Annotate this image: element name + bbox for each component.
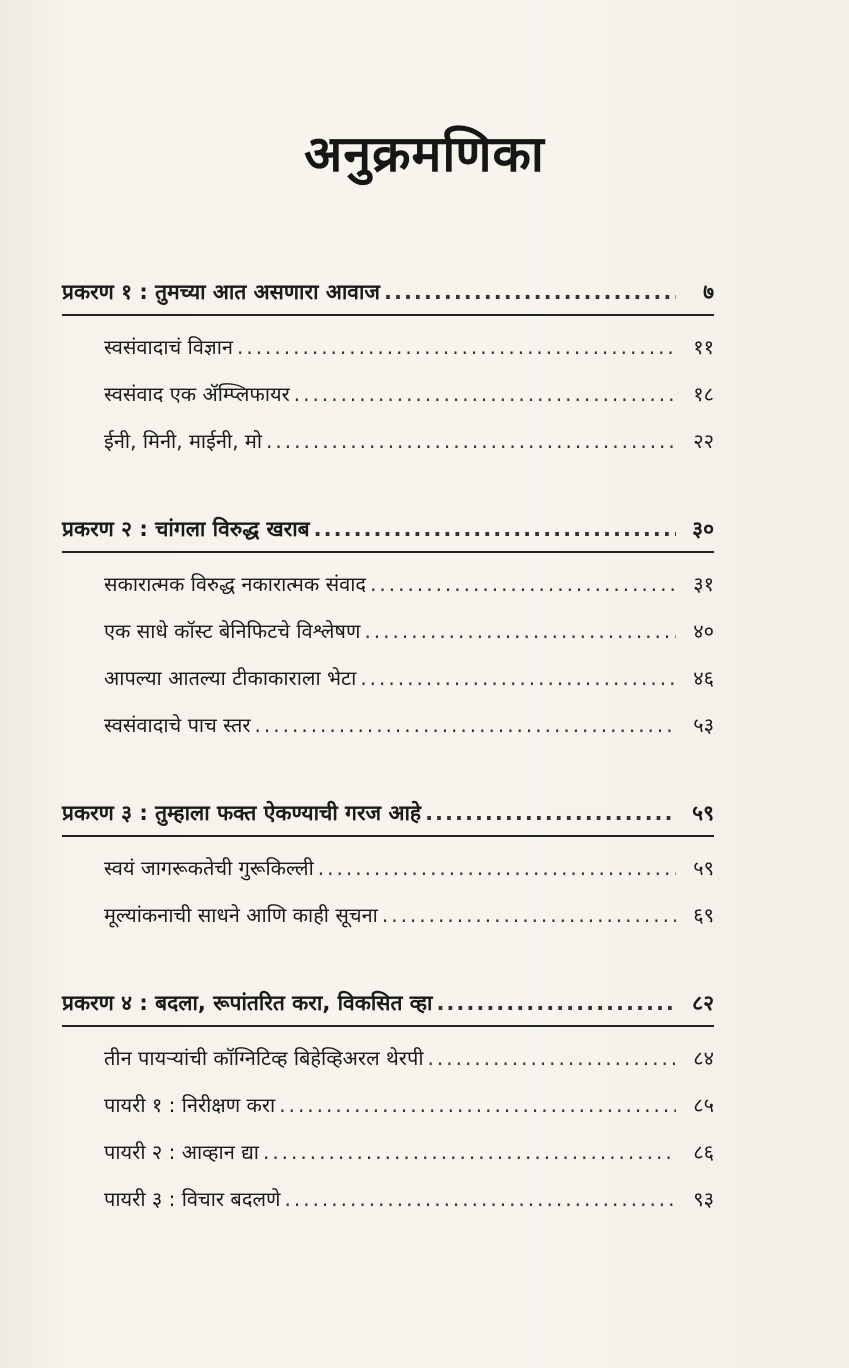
dot-leader [360,655,676,702]
chapter-page-number: ७ [703,280,714,304]
dot-leader [384,280,676,304]
dot-leader [266,418,676,465]
entry-title: स्वसंवादाचे पाच स्तर [104,713,251,737]
chapter-title: प्रकरण २ : चांगला विरुद्ध खराब [62,517,310,541]
chapter-title: प्रकरण ४ : बदला, रूपांतरित करा, विकसित व्हा [62,991,433,1015]
entry-page-number: ३१ [693,572,714,596]
entry-page-number: ५९ [693,856,714,880]
page-title: अनुक्रमणिका [304,124,545,183]
dot-leader [294,371,676,418]
dot-leader [318,845,676,892]
toc-entry [104,655,714,702]
dot-leader [263,1129,676,1176]
chapter-section [62,515,714,749]
dot-leader [237,324,676,371]
entry-title: स्वयं जागरूकतेची गुरूकिल्ली [104,856,314,880]
dot-leader [436,991,676,1015]
chapter-page-number: ३० [692,517,714,541]
chapter-heading [62,989,714,1027]
entry-title: पायरी २ : आव्हान द्या [104,1140,259,1164]
toc-entry [104,1129,714,1176]
dot-leader [428,1035,676,1082]
entry-page-number: ४० [693,619,714,643]
dot-leader [255,702,676,749]
entry-title: स्वसंवाद एक ॲम्प्लिफायर [104,382,290,406]
dot-leader [285,1176,677,1223]
chapter-section [62,989,714,1223]
toc-entry [104,1176,714,1223]
entry-title: सकारात्मक विरुद्ध नकारात्मक संवाद [104,572,367,596]
toc-entry [104,371,714,418]
toc-entry [104,845,714,892]
toc-entry [104,561,714,608]
toc-entry [104,608,714,655]
entry-title: ईनी, मिनी, माईनी, मो [104,429,263,453]
toc-entry [104,1082,714,1129]
entry-page-number: ८५ [693,1093,714,1117]
entry-page-number: ९३ [693,1187,714,1211]
chapter-heading [62,515,714,553]
entry-page-number: १८ [693,382,714,406]
entry-title: मूल्यांकनाची साधने आणि काही सूचना [104,903,378,927]
chapter-section [62,278,714,465]
dot-leader [382,892,676,939]
chapter-section [62,799,714,939]
toc-entry [104,418,714,465]
entry-title: तीन पायऱ्यांची कॉग्निटिव्ह बिहेव्हिअरल थेरपी [104,1046,424,1070]
dot-leader [425,801,676,825]
toc-entry [104,324,714,371]
dot-leader [370,561,676,608]
entry-page-number: ११ [693,335,714,359]
chapter-title: प्रकरण १ : तुमच्या आत असणारा आवाज [62,280,380,304]
chapter-title: प्रकरण ३ : तुम्हाला फक्त ऐकण्याची गरज आहे [62,801,422,825]
chapter-page-number: ८२ [692,991,714,1015]
dot-leader [314,517,676,541]
dot-leader [364,608,676,655]
entry-title: पायरी ३ : विचार बदलणे [104,1187,281,1211]
entry-title: एक साधे कॉस्ट बेनिफिटचे विश्लेषण [104,619,361,643]
chapter-page-number: ५९ [692,801,714,825]
chapter-heading [62,799,714,837]
entry-page-number: २२ [693,429,714,453]
table-of-contents [62,278,714,1273]
entry-page-number: ८६ [693,1140,714,1164]
chapter-heading [62,278,714,316]
entry-title: आपल्या आतल्या टीकाकाराला भेटा [104,666,357,690]
entry-page-number: ५३ [693,713,714,737]
entry-page-number: ८४ [693,1046,714,1070]
toc-entry [104,702,714,749]
entry-page-number: ४६ [693,666,714,690]
entry-page-number: ६९ [693,903,714,927]
dot-leader [279,1082,676,1129]
entry-title: स्वसंवादाचं विज्ञान [104,335,233,359]
toc-entry [104,892,714,939]
toc-entry [104,1035,714,1082]
entry-title: पायरी १ : निरीक्षण करा [104,1093,276,1117]
